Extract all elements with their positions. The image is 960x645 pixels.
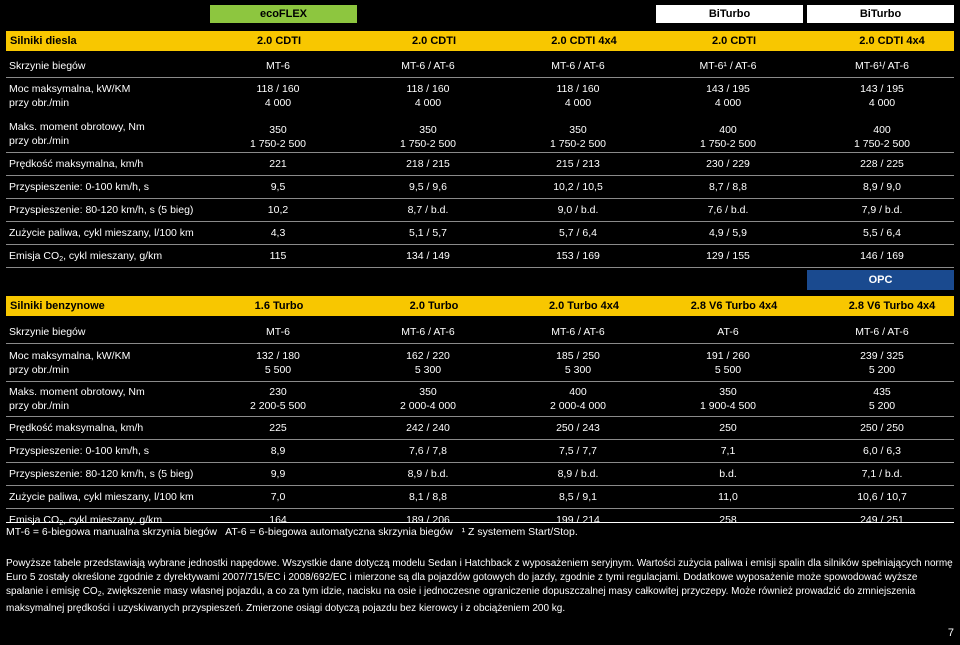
- table-cell: 7,5 / 7,7: [559, 445, 597, 457]
- table-row: [6, 222, 954, 245]
- table-cell: 7,6 / 7,8: [409, 445, 447, 457]
- table-row: [6, 417, 954, 440]
- table-cell: 435 5 200: [868, 386, 896, 412]
- table-cell: 250 / 250: [860, 422, 904, 434]
- engine-name: 2.0 CDTI: [256, 35, 301, 47]
- engine-name: 2.0 Turbo 4x4: [548, 300, 620, 312]
- table-cell: 5,7 / 6,4: [559, 227, 597, 239]
- row-label: Przyspieszenie: 0-100 km/h, s: [9, 445, 150, 457]
- engine-name: 2.0 Turbo: [409, 300, 459, 312]
- table-cell: 215 / 213: [556, 158, 600, 170]
- table-cell: 218 / 215: [406, 158, 450, 170]
- table-cell: MT-6 / AT-6: [551, 326, 605, 338]
- engine-name: 2.0 CDTI 4x4: [859, 35, 925, 47]
- table-cell: MT-6 / AT-6: [551, 60, 605, 72]
- table-cell: 118 / 160 4 000: [406, 83, 450, 109]
- table-cell: 7,1 / b.d.: [861, 468, 903, 480]
- table-row: [6, 463, 954, 486]
- row-label: Skrzynie biegów: [9, 60, 86, 72]
- table-row: [6, 245, 954, 268]
- table-cell: 7,0: [270, 491, 286, 503]
- engine-name: 2.0 CDTI: [411, 35, 456, 47]
- table-cell: 143 / 195 4 000: [706, 83, 750, 109]
- table-cell: 230 / 229: [706, 158, 750, 170]
- table-cell: 7,6 / b.d.: [707, 204, 749, 216]
- table-cell: 185 / 250 5 300: [556, 350, 600, 376]
- table-cell: 249 / 251: [860, 514, 904, 526]
- table-cell: 162 / 220 5 300: [406, 350, 450, 376]
- engine-name: 2.0 CDTI: [711, 35, 756, 47]
- biturbo-band: BiTurbo: [656, 5, 803, 23]
- table-cell: 9,0 / b.d.: [557, 204, 599, 216]
- table-cell: 189 / 206: [406, 514, 450, 526]
- row-label: Skrzynie biegów: [9, 326, 86, 338]
- table-cell: 7,1: [720, 445, 736, 457]
- petrol-section-title: Silniki benzynowe: [10, 300, 105, 312]
- table-cell: AT-6: [717, 326, 739, 338]
- table-cell: 118 / 160 4 000: [256, 83, 300, 109]
- row-label: Maks. moment obrotowy, Nm przy obr./min: [9, 121, 145, 147]
- table-cell: 164: [269, 514, 287, 526]
- table-cell: 115: [269, 250, 287, 262]
- table-cell: 143 / 195 4 000: [860, 83, 904, 109]
- row-label: Emisja $CO_2$, cykl mieszany, g/km: [9, 250, 163, 263]
- row-label: Prędkość maksymalna, km/h: [9, 422, 144, 434]
- ecoflex-band: ecoFLEX: [210, 5, 357, 23]
- table-cell: 10,2 / 10,5: [553, 181, 603, 193]
- gearbox-legend: MT-6 = 6-biegowa manualna skrzynia biegów AT-6 = 6-biegowa automatyczna skrzynia biegów ¹ Z systemem Start/Stop.: [6, 526, 578, 538]
- table-cell: 350 1 750-2 500: [549, 124, 607, 150]
- row-label: Maks. moment obrotowy, Nm przy obr./min: [9, 386, 145, 412]
- table-cell: 242 / 240: [406, 422, 450, 434]
- table-cell: 239 / 325 5 200: [860, 350, 904, 376]
- table-row: [6, 176, 954, 199]
- table-cell: 7,9 / b.d.: [861, 204, 903, 216]
- engine-name: 1.6 Turbo: [254, 300, 304, 312]
- table-row: [6, 153, 954, 176]
- table-cell: 8,9: [270, 445, 286, 457]
- table-cell: 9,5: [270, 181, 286, 193]
- table-cell: 8,1 / 8,8: [409, 491, 447, 503]
- row-label: Moc maksymalna, kW/KM przy obr./min: [9, 83, 131, 109]
- table-cell: 118 / 160 4 000: [556, 83, 600, 109]
- row-label: Przyspieszenie: 0-100 km/h, s: [9, 181, 150, 193]
- table-cell: 8,7 / 8,8: [709, 181, 747, 193]
- table-cell: 221: [269, 158, 287, 170]
- table-cell: 199 / 214: [556, 514, 600, 526]
- table-cell: 8,9 / b.d.: [557, 468, 599, 480]
- row-label: Zużycie paliwa, cykl mieszany, l/100 km: [9, 491, 194, 503]
- row-label: Moc maksymalna, kW/KM przy obr./min: [9, 350, 131, 376]
- diesel-section-title: Silniki diesla: [10, 35, 77, 47]
- table-cell: 5,5 / 6,4: [863, 227, 901, 239]
- table-cell: 4,9 / 5,9: [709, 227, 747, 239]
- table-cell: b.d.: [719, 468, 737, 480]
- table-row: [6, 347, 954, 382]
- table-cell: 350 1 750-2 500: [399, 124, 457, 150]
- table-cell: 9,9: [270, 468, 286, 480]
- table-cell: 6,0 / 6,3: [863, 445, 901, 457]
- engine-name: 2.8 V6 Turbo 4x4: [848, 300, 936, 312]
- biturbo-band: BiTurbo: [807, 5, 954, 23]
- table-cell: MT-6 / AT-6: [401, 60, 455, 72]
- table-cell: 250: [719, 422, 737, 434]
- table-cell: 350 1 900-4 500: [699, 386, 757, 412]
- table-cell: 8,9 / 9,0: [863, 181, 901, 193]
- table-cell: 5,1 / 5,7: [409, 227, 447, 239]
- table-row: [6, 440, 954, 463]
- table-cell: MT-6 / AT-6: [401, 326, 455, 338]
- table-cell: MT-6¹ / AT-6: [699, 60, 757, 72]
- table-row: [6, 382, 954, 417]
- diesel-header-row: [6, 31, 954, 51]
- table-cell: 225: [269, 422, 287, 434]
- table-cell: 153 / 169: [556, 250, 600, 262]
- engine-name: 2.0 CDTI 4x4: [551, 35, 617, 47]
- table-cell: MT-6: [266, 60, 290, 72]
- table-cell: 8,7 / b.d.: [407, 204, 449, 216]
- table-cell: 400 1 750-2 500: [853, 124, 911, 150]
- petrol-header-row: [6, 296, 954, 316]
- table-cell: 191 / 260 5 500: [706, 350, 750, 376]
- table-cell: 400 2 000-4 000: [549, 386, 607, 412]
- table-cell: 9,5 / 9,6: [409, 181, 447, 193]
- row-label: Zużycie paliwa, cykl mieszany, l/100 km: [9, 227, 194, 239]
- engine-name: 2.8 V6 Turbo 4x4: [690, 300, 778, 312]
- table-cell: 400 1 750-2 500: [699, 124, 757, 150]
- table-cell: 10,2: [267, 204, 289, 216]
- opc-band: OPC: [807, 270, 954, 290]
- page-number: 7: [947, 627, 954, 639]
- table-row: [6, 486, 954, 509]
- table-row: [6, 322, 954, 344]
- table-row: [6, 80, 954, 116]
- table-cell: MT-6: [266, 326, 290, 338]
- table-row: [6, 118, 954, 153]
- row-label: Przyspieszenie: 80-120 km/h, s (5 bieg): [9, 468, 194, 480]
- table-cell: 129 / 155: [706, 250, 750, 262]
- table-cell: 228 / 225: [860, 158, 904, 170]
- table-cell: 250 / 243: [556, 422, 600, 434]
- table-cell: 10,6 / 10,7: [857, 491, 907, 503]
- row-label: Przyspieszenie: 80-120 km/h, s (5 bieg): [9, 204, 194, 216]
- table-cell: 134 / 149: [406, 250, 450, 262]
- table-cell: 8,9 / b.d.: [407, 468, 449, 480]
- table-row: [6, 199, 954, 222]
- table-cell: 8,5 / 9,1: [559, 491, 597, 503]
- row-label: Prędkość maksymalna, km/h: [9, 158, 144, 170]
- table-cell: 4,3: [270, 227, 286, 239]
- table-cell: 258: [719, 514, 737, 526]
- table-cell: 350 2 000-4 000: [399, 386, 457, 412]
- row-label: Emisja $CO_2$, cykl mieszany, g/km: [9, 514, 163, 527]
- table-cell: 11,0: [718, 491, 738, 503]
- table-cell: 350 1 750-2 500: [249, 124, 307, 150]
- table-row: [6, 56, 954, 78]
- legend-divider: [6, 522, 954, 523]
- footnote-text: Powyższe tabele przedstawiają wybrane jednostki napędowe. Wszystkie dane dotyczą modelu Sedan i Hatchback z wyposażeniem seryjnym. Wartości zużycia paliwa i emisji spalin dla silników spełniających normę Euro 5 zostały określone zgodnie z dyrektywami 2007/715/EC i 2008/692/EC i mierzone są dla pojazdów gotowych do jazdy, zgodnie z tymi regulacjami. Dodatkowe wyposażenie może spowodować wyższe spalanie i emisję $CO_2$, zwiększenie masy własnej pojazdu, a co za tym idzie, nacisku na osie i jednoczesne ograniczenie dopuszczalnej masy całkowitej przyczepy. Może również prowadzić do zmniejszenia maksymalnej prędkości i uzyskiwanych przyspieszeń. Zmierzone osiągi dotyczą pojazdu bez kierowcy i z obciążeniem 200 kg.: [6, 558, 953, 614]
- table-cell: MT-6 / AT-6: [855, 326, 909, 338]
- table-cell: MT-6¹/ AT-6: [854, 60, 910, 72]
- table-cell: 146 / 169: [860, 250, 904, 262]
- table-cell: 230 2 200-5 500: [249, 386, 307, 412]
- table-cell: 132 / 180 5 500: [256, 350, 300, 376]
